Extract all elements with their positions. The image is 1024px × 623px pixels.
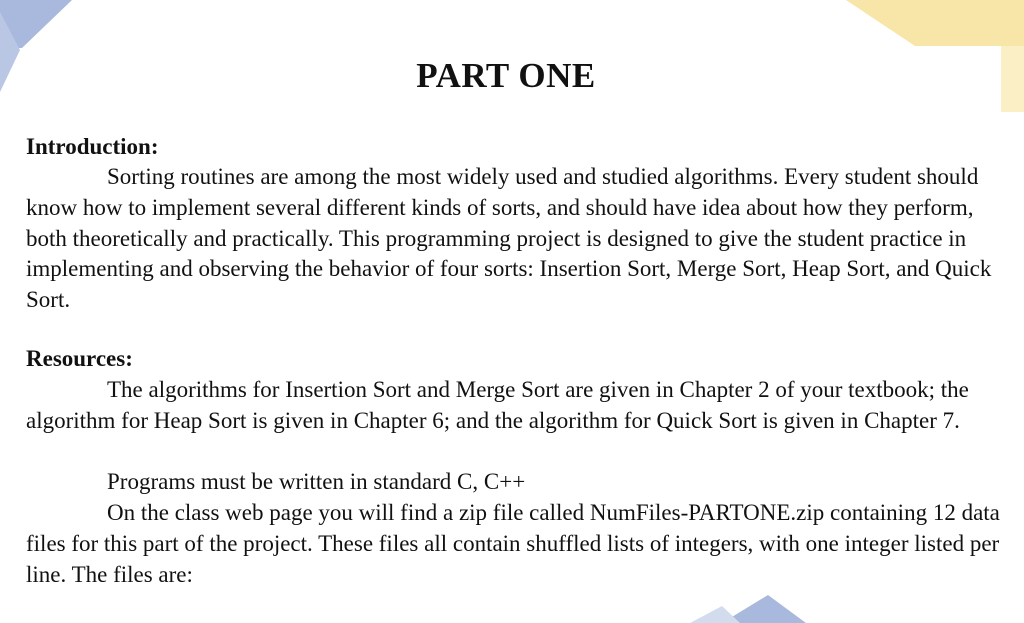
resources-paragraph-data-files: On the class web page you will find a zip file called NumFiles-PARTONE.zip containing 12 data files for this part of the project. These files all contain shuffled lists of integers, with one integer listed per line. The files are: — [26, 500, 1000, 587]
decor-shape-blue-bottom-light — [690, 606, 740, 623]
decor-shape-yellow-right — [1001, 46, 1024, 112]
page-title: PART ONE — [416, 56, 596, 95]
resources-paragraph-algorithms: The algorithms for Insertion Sort and Merge Sort are given in Chapter 2 of your textbook; the algorithm for Heap Sort is given in Chapter 6; and the algorithm for Quick Sort is given in Chapter 7. — [26, 377, 969, 433]
introduction-paragraph: Sorting routines are among the most widely used and studied algorithms. Every student should know how to implement several different kinds of sorts, and should have idea about how they perform, both theoretically and practically. This programming project is designed to give the student practice in implementing and observing the behavior of four sorts: Insertion Sort, Merge Sort, Heap Sort, and Quick Sort. — [26, 164, 992, 313]
resources-paragraph-language: Programs must be written in standard C, C++ — [107, 469, 526, 494]
section-heading-introduction: Introduction: — [26, 134, 159, 159]
section-heading-resources: Resources: — [26, 346, 133, 371]
